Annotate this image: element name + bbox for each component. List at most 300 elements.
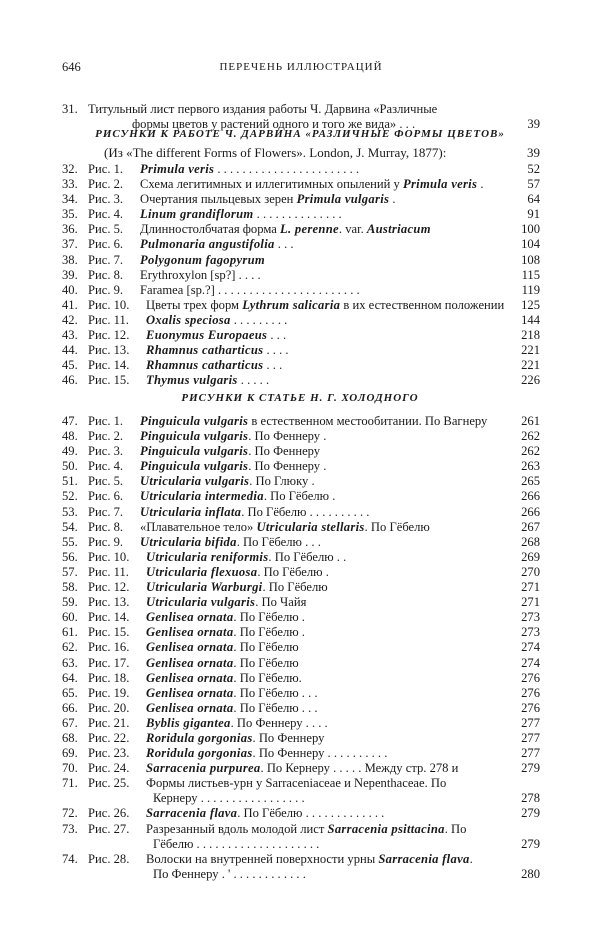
figure-label: Рис. 9. (88, 534, 124, 549)
entry-number: 62. (62, 640, 78, 655)
figure-label: Рис. 10. (88, 297, 130, 312)
figure-label: Рис. 7. (88, 252, 124, 267)
entry-page: 265 (521, 474, 540, 489)
figure-label: Рис. 10. (88, 549, 130, 564)
figure-label: Рис. 8. (88, 519, 124, 534)
list-item (0, 343, 600, 358)
entry-text: Титульный лист первого издания работы Ч. Дарвина «Различные (88, 102, 438, 116)
entry-number: 72. (62, 806, 78, 821)
text-segment: Цветы трех форм (146, 297, 243, 312)
text-segment: . По Феннеру (248, 444, 321, 459)
list-item (0, 474, 600, 489)
entry-number: 42. (62, 312, 78, 327)
entry-text (146, 671, 302, 686)
entry-text (146, 313, 287, 328)
species-name: Utricularia flexuosa (146, 564, 258, 579)
entry-number: 43. (62, 328, 78, 343)
list-item (0, 298, 600, 313)
figure-label: Рис. 8. (88, 267, 124, 282)
text-segment: . По Гёбелю . . . (233, 685, 318, 700)
entry-number: 47. (62, 414, 78, 428)
figure-label: Рис. 7. (88, 504, 124, 519)
figure-label: Рис. 1. (88, 162, 124, 176)
figure-label: Рис. 22. (88, 730, 130, 745)
species-name: Utricularia inflata (140, 504, 242, 519)
entry-page: 279 (521, 836, 540, 851)
running-header (62, 60, 540, 76)
entry-text (146, 610, 305, 625)
list-item (0, 731, 600, 746)
entry-text (146, 343, 289, 358)
entry-text (146, 580, 328, 595)
entry-number: 54. (62, 519, 78, 534)
species-name: Roridula gorgonias (146, 730, 253, 745)
entry-number: 73. (62, 821, 78, 836)
entry-page: 262 (521, 444, 540, 459)
entry-number: 56. (62, 549, 78, 564)
text-segment: . . . . . (237, 373, 270, 388)
entry-text (146, 761, 458, 776)
entry-text (146, 686, 318, 701)
figure-label: Рис. 2. (88, 429, 124, 444)
entry-number: 74. (62, 851, 78, 866)
figure-label: Рис. 27. (88, 821, 130, 836)
entry-number: 48. (62, 429, 78, 444)
entry-page: 273 (521, 610, 540, 625)
section-kholodny (0, 388, 600, 882)
figure-label: Рис. 11. (88, 564, 129, 579)
entry-page: 267 (521, 519, 540, 534)
species-name: Utricularia vulgaris (140, 474, 250, 489)
entry-text (140, 489, 335, 504)
entry-number: 45. (62, 358, 78, 373)
text-segment: Кернеру . . . . . . . . . . . . . . . . . (153, 791, 305, 806)
figure-label: Рис. 24. (88, 761, 130, 776)
list-item (0, 610, 600, 625)
entry-page: 108 (521, 252, 540, 267)
list-item (0, 565, 600, 580)
species-name: Genlisea ornata (146, 610, 234, 625)
entry-text (140, 237, 294, 252)
entry-page: 277 (521, 730, 540, 745)
entry-text (146, 701, 318, 716)
entry-page: 276 (521, 685, 540, 700)
list-item (0, 162, 600, 177)
text-segment: . По Гёбелю . (263, 489, 336, 504)
figure-label: Рис. 5. (88, 222, 124, 237)
entry-number: 61. (62, 625, 78, 640)
entry-number: 69. (62, 746, 78, 761)
figure-label: Рис. 18. (88, 670, 130, 685)
entry-number: 50. (62, 459, 78, 474)
entry-text (146, 716, 328, 731)
entry-page: 280 (521, 866, 540, 881)
list-item (0, 237, 600, 252)
entry-page: 276 (521, 670, 540, 685)
entry-number: 53. (62, 504, 78, 519)
species-name: Oxalis speciosa (146, 312, 231, 327)
species-name: Euonymus Europaeus (146, 328, 268, 343)
species-name: Sarracenia psittacina (327, 821, 445, 836)
figure-label: Рис. 17. (88, 655, 130, 670)
text-segment: . . . . . . . . . (230, 312, 288, 327)
species-name: Utricularia Warburgi (146, 580, 263, 595)
figure-label: Рис. 4. (88, 207, 124, 222)
text-segment: . По Чайя (255, 595, 307, 610)
entry-text-continued: формы цветов у растений одного и того же вида» . . . (132, 117, 416, 132)
list-item (0, 253, 600, 268)
figure-label: Рис. 19. (88, 685, 130, 700)
list-item (0, 640, 600, 655)
entry-page: 279 (521, 806, 540, 821)
list-item (0, 283, 600, 298)
figure-label: Рис. 14. (88, 610, 130, 625)
list-item (0, 444, 600, 459)
entry-text (153, 837, 319, 852)
text-segment: . . . (267, 328, 287, 343)
text-segment: Очертания пыльцевых зерен (140, 192, 297, 207)
page-number: 646 (62, 60, 81, 74)
entry-number: 60. (62, 610, 78, 625)
entry-page: 271 (521, 580, 540, 595)
entry-text (146, 806, 384, 821)
source-page: 39 (527, 145, 540, 160)
text-segment: . По Гёбелю . . . (233, 700, 318, 715)
text-segment: . . . (263, 358, 283, 373)
entry-page: 144 (521, 312, 540, 327)
species-name: Utricularia stellaris (256, 519, 365, 534)
entry-text (140, 444, 320, 459)
text-segment: . По Гёбелю . . . (236, 534, 321, 549)
figure-label: Рис. 28. (88, 851, 130, 866)
list-item (0, 595, 600, 610)
entry-text (146, 852, 473, 867)
entry-number: 49. (62, 444, 78, 459)
entry-page: 274 (521, 655, 540, 670)
figure-label: Рис. 3. (88, 444, 124, 459)
text-segment: . По Гёбелю . . . . . . . . . . (241, 504, 370, 519)
entry-page: 119 (521, 282, 540, 297)
text-segment: Разрезанный вдоль молодой лист (146, 821, 328, 836)
list-item-continued (0, 791, 600, 806)
entry-page: 218 (521, 328, 540, 343)
figure-label: Рис. 26. (88, 806, 130, 821)
figure-label: Рис. 9. (88, 282, 124, 297)
entry-number: 46. (62, 373, 78, 388)
text-segment: . По Гёбелю (233, 640, 299, 655)
species-name: Polygonum fagopyrum (140, 252, 265, 267)
entry-page: 268 (521, 534, 540, 549)
list-item (0, 656, 600, 671)
entry-text (146, 595, 306, 610)
entry-number: 58. (62, 580, 78, 595)
species-name: Primula vulgaris (296, 192, 390, 207)
list-item (0, 268, 600, 283)
species-name: Pinguicula vulgaris (140, 429, 249, 444)
list-item (0, 373, 600, 388)
species-name: Lythrum salicaria (242, 297, 341, 312)
list-item (0, 313, 600, 328)
list-item (0, 429, 600, 444)
running-title: ПЕРЕЧЕНЬ ИЛЛЮСТРАЦИЙ (219, 61, 383, 73)
species-name: Genlisea ornata (146, 670, 234, 685)
entry-text (146, 358, 282, 373)
species-name: Byblis gigantea (146, 715, 231, 730)
entry-text (140, 192, 396, 207)
entry-number: 36. (62, 222, 78, 237)
figure-label: Рис. 14. (88, 358, 130, 373)
list-item (0, 776, 600, 791)
entry-page: 226 (521, 373, 540, 388)
entry-text (140, 535, 321, 550)
list-item (0, 625, 600, 640)
list-item (0, 701, 600, 716)
text-segment: . По Феннеру . . . . . . . . . . (252, 746, 388, 761)
entry-page: 100 (521, 222, 540, 237)
entry-number: 71. (62, 776, 78, 791)
figure-label: Рис. 6. (88, 489, 124, 504)
list-item (0, 822, 600, 837)
list-item (0, 746, 600, 761)
entry-text (153, 867, 306, 882)
list-item (0, 207, 600, 222)
entry-page: 39 (527, 117, 540, 132)
text-segment: . По Гёбелю. (233, 670, 302, 685)
figure-label: Рис. 13. (88, 595, 130, 610)
entry-text (140, 253, 265, 268)
text-segment: . (389, 192, 396, 207)
list-item (0, 580, 600, 595)
entry-text (146, 656, 299, 671)
list-item (0, 489, 600, 504)
list-item (0, 222, 600, 237)
entry-page: 57 (527, 177, 540, 192)
species-name: Pinguicula vulgaris (140, 459, 249, 474)
list-item (0, 414, 600, 429)
entry-text (140, 414, 487, 429)
figure-label: Рис. 3. (88, 192, 124, 207)
entry-number: 63. (62, 655, 78, 670)
figure-label: Рис. 15. (88, 373, 130, 388)
entry-page: 269 (521, 549, 540, 564)
species-name: Sarracenia purpurea (146, 761, 261, 776)
entry-text (140, 268, 261, 283)
entry-page: 277 (521, 746, 540, 761)
entry-number: 66. (62, 700, 78, 715)
text-segment: . По Гёбелю (364, 519, 430, 534)
entry-text (146, 625, 305, 640)
entry-number: 52. (62, 489, 78, 504)
list-item (0, 671, 600, 686)
figure-label: Рис. 23. (88, 746, 130, 761)
entry-page: 261 (521, 414, 540, 428)
text-segment: . По Гёбелю (233, 655, 299, 670)
text-segment: Erythroxylon [sp?] . . . . (140, 267, 261, 282)
species-name: L. perenne (279, 222, 339, 237)
figure-label: Рис. 16. (88, 640, 130, 655)
entry-text (146, 746, 387, 761)
text-segment: Faramea [sp.?] . . . . . . . . . . . . . . . . . . . . . . . (140, 282, 360, 297)
text-segment: Волоски на внутренней поверхности урны (146, 851, 379, 866)
entry-page: 279 (521, 761, 540, 776)
species-name: Genlisea ornata (146, 685, 234, 700)
entry-page: 278 (521, 791, 540, 806)
list-item (0, 686, 600, 701)
species-name: Genlisea ornata (146, 655, 234, 670)
species-name: Sarracenia flava (146, 806, 238, 821)
figure-label: Рис. 13. (88, 343, 130, 358)
species-name: Pinguicula vulgaris (140, 414, 249, 428)
figure-label: Рис. 12. (88, 328, 130, 343)
list-item (0, 177, 600, 192)
text-segment: . По Гёбелю . (233, 625, 305, 640)
species-name: Linum grandiflorum (140, 207, 254, 222)
list-item (0, 505, 600, 520)
species-name: Genlisea ornata (146, 625, 234, 640)
entry-text (140, 222, 431, 237)
entry-text (146, 550, 346, 565)
text-segment: . По Гёбелю (262, 580, 328, 595)
entry-number: 41. (62, 297, 78, 312)
text-segment: . (469, 851, 473, 866)
entry-text (146, 822, 466, 837)
entry-text (140, 505, 369, 520)
species-name: Rhamnus catharticus (146, 358, 264, 373)
list-item-continued (0, 867, 600, 882)
entry-page: 277 (521, 715, 540, 730)
figure-label: Рис. 12. (88, 580, 130, 595)
entry-number: 31. (62, 102, 78, 116)
entry-page: 276 (521, 700, 540, 715)
entry-page: 52 (527, 162, 540, 176)
species-name: Sarracenia flava (378, 851, 470, 866)
species-name: Pinguicula vulgaris (140, 444, 249, 459)
entry-text (146, 776, 446, 791)
list-item-continued (0, 837, 600, 852)
entry-page: 274 (521, 640, 540, 655)
list-item (0, 520, 600, 535)
entry-number: 32. (62, 162, 78, 176)
entry-number: 37. (62, 237, 78, 252)
species-name: Primula veris (402, 177, 478, 192)
text-segment: . По Феннеру . . . . (230, 715, 328, 730)
entry-text (140, 520, 430, 535)
entry-page: 64 (527, 192, 540, 207)
text-segment: . По Феннеру . (248, 429, 327, 444)
text-segment: . По Гёбелю . . . . . . . . . . . . . (237, 806, 385, 821)
entry-page: 266 (521, 489, 540, 504)
text-segment: в естественном местообитании. По Вагнеру (248, 414, 488, 428)
entry-page: 125 (521, 297, 540, 312)
source-text: (Из «The different Forms of Flowers». London, J. Murray, 1877): (104, 145, 447, 160)
text-segment: . По Глюку . (249, 474, 315, 489)
text-segment: . . . . . . . . . . . . . . . . . . . . . . . (214, 162, 360, 176)
entry-number: 51. (62, 474, 78, 489)
text-segment: . . . (274, 237, 294, 252)
illustration-list (0, 414, 600, 882)
text-segment: «Плавательное тело» (140, 519, 257, 534)
entry-page: 221 (521, 358, 540, 373)
entry-number: 55. (62, 534, 78, 549)
text-segment: . По Феннеру . (248, 459, 327, 474)
entry-number: 70. (62, 761, 78, 776)
entry-number: 35. (62, 207, 78, 222)
species-name: Roridula gorgonias (146, 746, 253, 761)
text-segment: Схема легитимных и иллегитимных опылений у (140, 177, 403, 192)
entry-number: 57. (62, 564, 78, 579)
text-segment: . По Феннеру (252, 730, 325, 745)
species-name: Genlisea ornata (146, 700, 234, 715)
figure-label: Рис. 21. (88, 715, 130, 730)
entry-page: 91 (527, 207, 540, 222)
entry-number: 59. (62, 595, 78, 610)
entry-text (140, 474, 315, 489)
entry-number: 38. (62, 252, 78, 267)
text-segment: Формы листьев-урн у Sarraceniaceae и Nepenthaceae. По (146, 776, 447, 791)
entry-text (140, 207, 342, 222)
entry-text (140, 177, 483, 192)
text-segment: Длинностолбчатая форма (140, 222, 280, 237)
list-item (0, 550, 600, 565)
text-segment: . По Гёбелю . (233, 610, 305, 625)
entry-number: 33. (62, 177, 78, 192)
entry-text (146, 640, 299, 655)
entry-page: 221 (521, 343, 540, 358)
entry-text (146, 731, 324, 746)
list-item (0, 761, 600, 776)
species-name: Utricularia reniformis (146, 549, 269, 564)
figure-label: Рис. 11. (88, 312, 129, 327)
species-name: Utricularia vulgaris (146, 595, 256, 610)
species-name: Utricularia intermedia (140, 489, 264, 504)
figure-label: Рис. 2. (88, 177, 124, 192)
entry-text (140, 283, 360, 298)
text-segment: . По Гёбелю . (257, 564, 329, 579)
entry-number: 44. (62, 343, 78, 358)
entry-number: 39. (62, 267, 78, 282)
entry-text (153, 791, 305, 806)
list-item (0, 459, 600, 474)
section-darwin (0, 124, 600, 388)
entry-number: 64. (62, 670, 78, 685)
entry-text (146, 328, 286, 343)
text-segment: . (477, 177, 484, 192)
entry-number: 68. (62, 730, 78, 745)
entry-page: 115 (521, 267, 540, 282)
entry-page: 263 (521, 459, 540, 474)
entry-number: 67. (62, 715, 78, 730)
list-item (0, 192, 600, 207)
entry-text (146, 565, 329, 580)
species-name: Austriacum (366, 222, 431, 237)
list-item (0, 328, 600, 343)
text-segment: в их естественном положении (340, 297, 505, 312)
species-name: Pulmonaria angustifolia (140, 237, 275, 252)
illustration-list (0, 162, 600, 388)
entry-page: 104 (521, 237, 540, 252)
figure-label: Рис. 4. (88, 459, 124, 474)
entry-page: 266 (521, 504, 540, 519)
species-name: Rhamnus catharticus (146, 343, 264, 358)
figure-label: Рис. 1. (88, 414, 124, 428)
figure-label: Рис. 20. (88, 700, 130, 715)
species-name: Thymus vulgaris (146, 373, 238, 388)
list-item (0, 716, 600, 731)
species-name: Utricularia bifida (140, 534, 237, 549)
species-name: Primula veris (140, 162, 215, 176)
figure-label: Рис. 6. (88, 237, 124, 252)
entry-number: 40. (62, 282, 78, 297)
